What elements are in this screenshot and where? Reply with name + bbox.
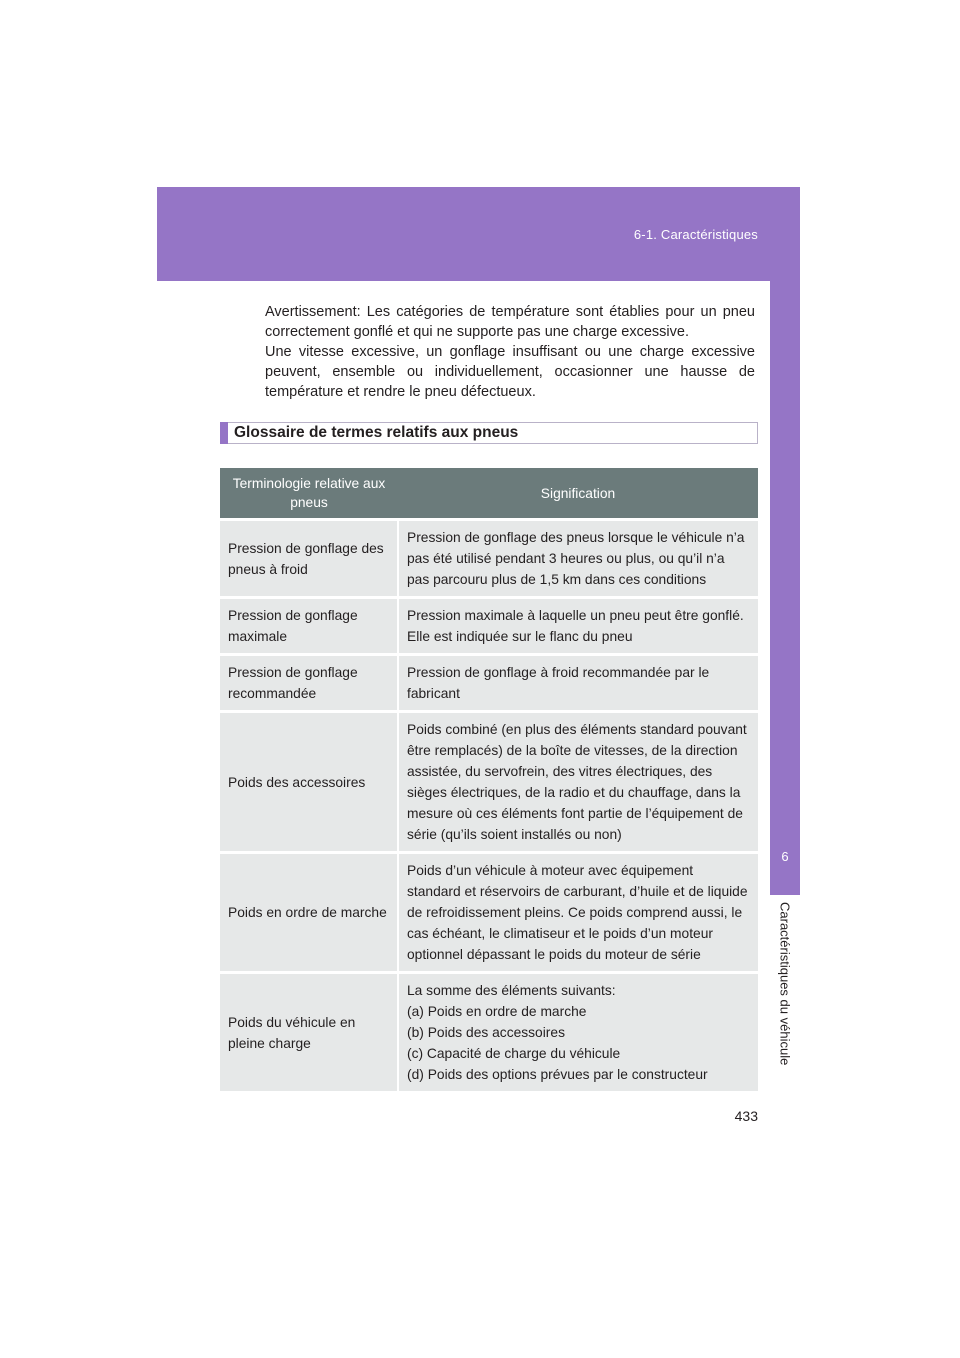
glossary-title: Glossaire de termes relatifs aux pneus xyxy=(234,424,519,441)
heading-accent-bar xyxy=(220,422,228,444)
term-cell: Pression de gonflage des pneus à froid xyxy=(220,520,398,598)
term-cell: Pression de gonflage maximale xyxy=(220,598,398,655)
table-row xyxy=(220,520,758,598)
table-row xyxy=(220,598,758,655)
table-row xyxy=(220,712,758,853)
table-row xyxy=(220,973,758,1092)
intro-explanation: Une vitesse excessive, un gonflage insuffisant ou une charge excessive peuvent, ensemble ou individuellement, occasionner une hausse de température et rendre le pneu défectueux. xyxy=(265,344,755,400)
definition-line: (b) Poids des accessoires xyxy=(407,1025,565,1040)
term-cell: Poids des accessoires xyxy=(220,712,398,853)
chapter-number: 6 xyxy=(781,849,789,864)
table-row xyxy=(220,655,758,712)
table-header-row xyxy=(220,468,758,520)
table-row xyxy=(220,853,758,973)
chapter-tab xyxy=(770,281,800,895)
term-cell: Poids du véhicule en pleine charge xyxy=(220,973,398,1092)
definition-line: (c) Capacité de charge du véhicule xyxy=(407,1046,621,1061)
intro-warning: Avertissement: Les catégories de température sont établies pour un pneu correctement gonflé et qui ne supporte pas une charge excessive. xyxy=(265,304,755,340)
glossary-heading xyxy=(220,422,758,444)
definition-cell: Pression de gonflage à froid recommandée par le fabricant xyxy=(398,655,758,712)
definition-cell: Pression de gonflage des pneus lorsque le véhicule n’a pas été utilisé pendant 3 heures ou plus, ou qu’il n’a pas parcouru plus de 1,5 km dans ces conditions xyxy=(398,520,758,598)
section-title: 6-1. Caractéristiques xyxy=(633,227,758,242)
definition-cell: Pression maximale à laquelle un pneu peut être gonflé. Elle est indiquée sur le flanc du pneu xyxy=(398,598,758,655)
definition-cell: Poids d’un véhicule à moteur avec équipement standard et réservoirs de carburant, d’huile et de liquide de refroidissement pleins. Ce poids comprend aussi, le cas échéant, le climatiseur et le poids d’un moteur optionnel dépassant le poids du moteur de série xyxy=(398,853,758,973)
term-cell: Poids en ordre de marche xyxy=(220,853,398,973)
intro-text xyxy=(265,302,755,402)
definition-cell: Poids combiné (en plus des éléments standard pouvant être remplacés) de la boîte de vitesses, de la direction assistée, du servofrein, des vitres électriques, des sièges électriques, de la radio et du chauffage, dans la mesure où ces éléments font partie de l’équipement de série (qu’ils soient installés ou non) xyxy=(398,712,758,853)
definition-line: (a) Poids en ordre de marche xyxy=(407,1004,587,1019)
column-header-meaning: Signification xyxy=(398,468,758,520)
definition-cell xyxy=(398,973,758,1092)
header-band xyxy=(157,187,800,281)
page-number: 433 xyxy=(734,1108,758,1124)
definition-line: La somme des éléments suivants: xyxy=(407,983,616,998)
glossary-table xyxy=(220,468,758,1091)
column-header-term: Terminologie relative aux pneus xyxy=(220,468,398,520)
chapter-title: Caractéristiques du véhicule xyxy=(777,902,793,1066)
definition-line: (d) Poids des options prévues par le constructeur xyxy=(407,1067,708,1082)
term-cell: Pression de gonflage recommandée xyxy=(220,655,398,712)
chapter-caption xyxy=(771,902,799,1082)
